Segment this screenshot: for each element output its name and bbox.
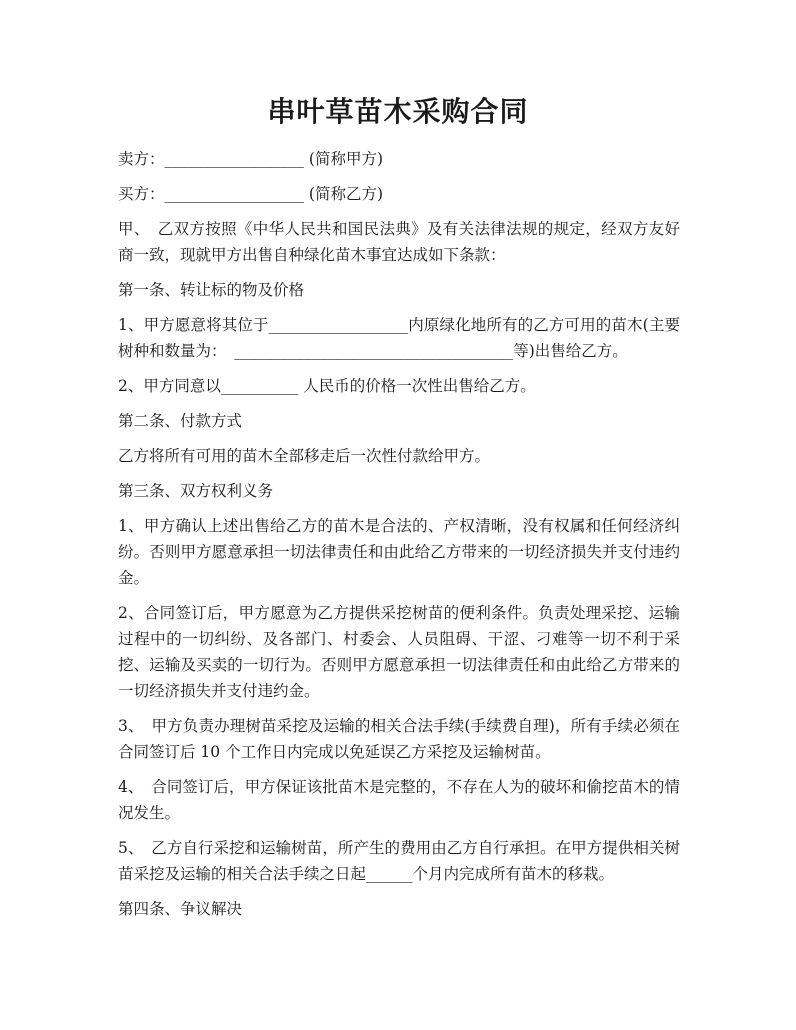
article-2-heading: 第二条、付款方式 bbox=[118, 412, 243, 430]
article-3-heading: 第三条、双方权利义务 bbox=[118, 482, 274, 500]
article-3-clause-4: 4、 合同签订后，甲方保证该批苗木是完整的，不存在人为的破坏和偷挖苗木的情况发生。 bbox=[118, 778, 680, 822]
article-1-clause-2: 2、甲方同意以__________ 人民币的价格一次性出售给乙方。 bbox=[118, 377, 536, 395]
buyer-line: 买方：__________________ (简称乙方) bbox=[118, 185, 384, 203]
article-3-clause-5: 5、 乙方自行采挖和运输树苗，所产生的费用由乙方自行承担。在甲方提供相关树苗采挖及运输的相关合法手续之日起______个月内完成所有苗木的移栽。 bbox=[118, 839, 680, 883]
article-2-clause: 乙方将所有可用的苗木全部移走后一次性付款给甲方。 bbox=[118, 447, 491, 465]
article-1-clause-1: 1、甲方愿意将其位于__________________内原绿化地所有的乙方可用的苗木(主要树种和数量为： ____________________________________等)出售给乙方。 bbox=[118, 316, 680, 360]
seller-line: 卖方：__________________ (简称甲方) bbox=[118, 150, 384, 168]
article-3-clause-1: 1、甲方确认上述出售给乙方的苗木是合法的、产权清晰，没有权属和任何经济纠纷。否则甲方愿意承担一切法律责任和由此给乙方带来的一切经济损失并支付违约金。 bbox=[118, 517, 680, 587]
document-body bbox=[118, 146, 680, 931]
article-4-heading: 第四条、争议解决 bbox=[118, 900, 243, 918]
document-title: 串叶草苗木采购合同 bbox=[267, 95, 529, 128]
article-1-heading: 第一条、转让标的物及价格 bbox=[118, 281, 305, 299]
article-3-clause-2: 2、合同签订后，甲方愿意为乙方提供采挖树苗的便利条件。负责处理采挖、运输过程中的一切纠纷、及各部门、村委会、人员阻碍、干涩、刁难等一切不利于采挖、运输及买卖的一切行为。否则甲方愿意承担一切法律责任和由此给乙方带来的一切经济损失并支付违约金。 bbox=[118, 604, 680, 700]
article-3-clause-3: 3、 甲方负责办理树苗采挖及运输的相关合法手续(手续费自理)，所有手续必须在合同签订后 10 个工作日内完成以免延误乙方采挖及运输树苗。 bbox=[118, 717, 680, 761]
preamble-paragraph: 甲、 乙双方按照《中华人民共和国民法典》及有关法律法规的规定，经双方友好商一致，现就甲方出售自种绿化苗木事宜达成如下条款： bbox=[118, 220, 680, 264]
